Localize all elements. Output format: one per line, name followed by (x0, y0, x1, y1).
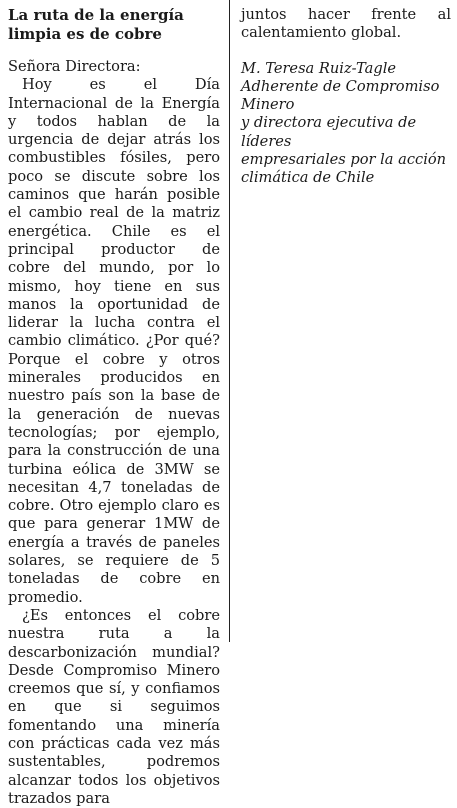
signature-role-line-1: Adherente de Compromiso Minero (241, 77, 440, 114)
left-column (8, 6, 220, 808)
signature-role-line-2: y directora ejecutiva de líderes (241, 114, 417, 150)
salutation: Señora Directora: (8, 58, 141, 75)
signature-name: M. Teresa Ruiz-Tagle (241, 59, 397, 77)
paragraph-2: ¿Es entonces el cobre nuestra ruta a la descarbonización mundial? Desde Compromiso Minero creemos que sí, y confiamos en que si seguimos fomentando una minería con prácticas cada vez más sustentables, podremos alcanzar todos los objetivos trazados para (8, 606, 220, 807)
column-divider (229, 0, 230, 642)
signature-role-line-3: empresariales por la acción (241, 151, 447, 169)
signature-role-line-4: climática de Chile (241, 169, 375, 187)
letter-title: La ruta de la energía limpia es de cobre (8, 6, 184, 43)
signature-block (241, 60, 451, 188)
right-column (241, 6, 451, 188)
paragraph-2-continued: juntos hacer frente al calentamiento global. (241, 6, 451, 42)
paragraph-1: Hoy es el Día Internacional de la Energía y todos hablan de la urgencia de dejar atrás los combustibles fósiles, pero poco se discute sobre los caminos que harán posible el cambio real de la matriz energética. Chile es el principal productor de cobre del mundo, por lo mismo, hoy tiene en sus manos la oportunidad de liderar la lucha contra el cambio climático. ¿Por qué? Porque el cobre y otros minerales producidos en nuestro país son la base de la generación de nuevas tecnologías; por ejemplo, para la construcción de una turbina eólica de 3MW se necesitan 4,7 toneladas de cobre. Otro ejemplo claro es que para generar 1MW de energía a través de paneles solares, se requiere de 5 toneladas de cobre en promedio. (8, 76, 220, 606)
